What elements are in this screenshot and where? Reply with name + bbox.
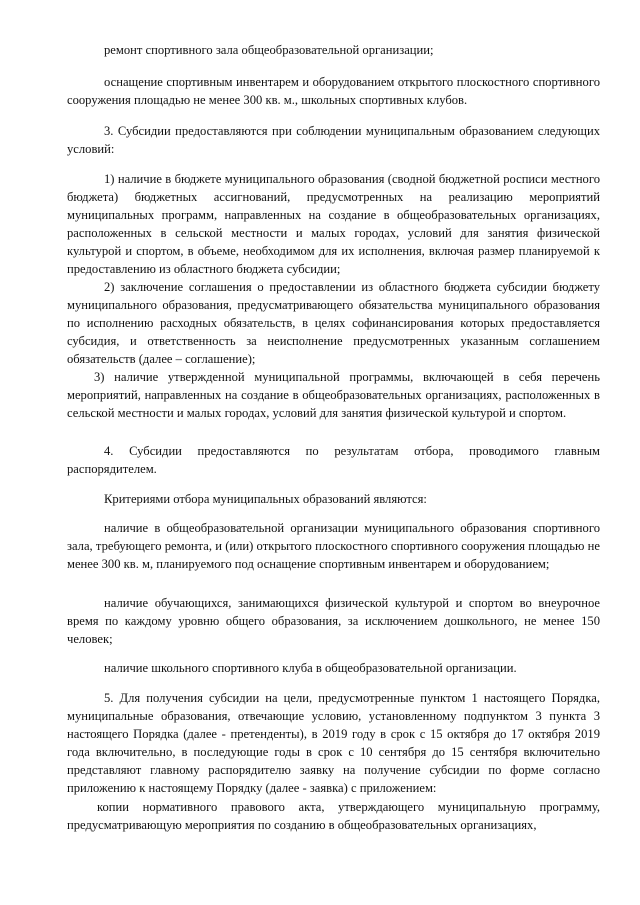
paragraph-item-5: 5. Для получения субсидии на цели, предусмотренные пунктом 1 настоящего Порядка, муниципальные образования, отвечающие условию, установленному подпунктом 3 пункта 3 настоящего Порядка (далее - претенденты), в 2019 году в срок с 15 октября до 17 октября 2019 года включительно, в последующие годы в срок с 10 сентября до 15 сентября включительно представляют главному распорядителю заявку на получение субсидии по форме согласно приложению к настоящему Порядку (далее - заявка) с приложением: [67,691,600,795]
paragraph-condition-2: 2) заключение соглашения о предоставлении из областного бюджета субсидии бюджету муниципального образования, предусматривающего обязательства муниципального образования по исполнению расходных обязательств, в целях софинансирования которых предоставляется субсидия, и ответственность за неисполнение предусмотренных указанным соглашением обязательств (далее – соглашение); [67,280,600,366]
paragraph-criterion-3: наличие школьного спортивного клуба в общеобразовательной организации. [104,661,517,675]
paragraph-copies: копии нормативного правового акта, утверждающего муниципальную программу, предусматривающую мероприятия по созданию в общеобразовательных организациях, [67,800,600,832]
paragraph-equipment: оснащение спортивным инвентарем и оборудованием открытого плоскостного спортивного сооружения площадью не менее 300 кв. м., школьных спортивных клубов. [67,75,600,107]
paragraph-item-3: 3. Субсидии предоставляются при соблюдении муниципальным образованием следующих условий: [67,124,600,156]
paragraph-criterion-2: наличие обучающихся, занимающихся физической культурой и спортом во внеурочное время по каждому уровню общего образования, за исключением дошкольного, не менее 150 человек; [67,596,600,646]
paragraph-criteria-heading: Критериями отбора муниципальных образований являются: [104,492,427,506]
paragraph-condition-1: 1) наличие в бюджете муниципального образования (сводной бюджетной росписи местного бюджета) бюджетных ассигнований, предусмотренных на реализацию мероприятий муниципальных программ, направленных на создание в общеобразовательных организациях, расположенных в сельской местности и малых городах, условий для занятия физической культурой и спортом, в объеме, необходимом для их исполнения, включая размер планируемой к предоставлению из областного бюджета субсидии; [67,172,600,276]
paragraph-condition-3: 3) наличие утвержденной муниципальной программы, включающей в себя перечень мероприятий, направленных на создание в общеобразовательных организациях, расположенных в сельской местности и малых городах, условий для занятия физической культурой и спортом. [67,370,600,420]
paragraph-gym-repair: ремонт спортивного зала общеобразовательной организации; [104,43,434,57]
paragraph-item-4: 4. Субсидии предоставляются по результатам отбора, проводимого главным распорядителем. [67,444,600,476]
paragraph-criterion-1: наличие в общеобразовательной организации муниципального образования спортивного зала, требующего ремонта, и (или) открытого плоскостного спортивного сооружения площадью не менее 300 кв. м, планируемого под оснащение спортивным инвентарем и оборудованием; [67,521,600,571]
